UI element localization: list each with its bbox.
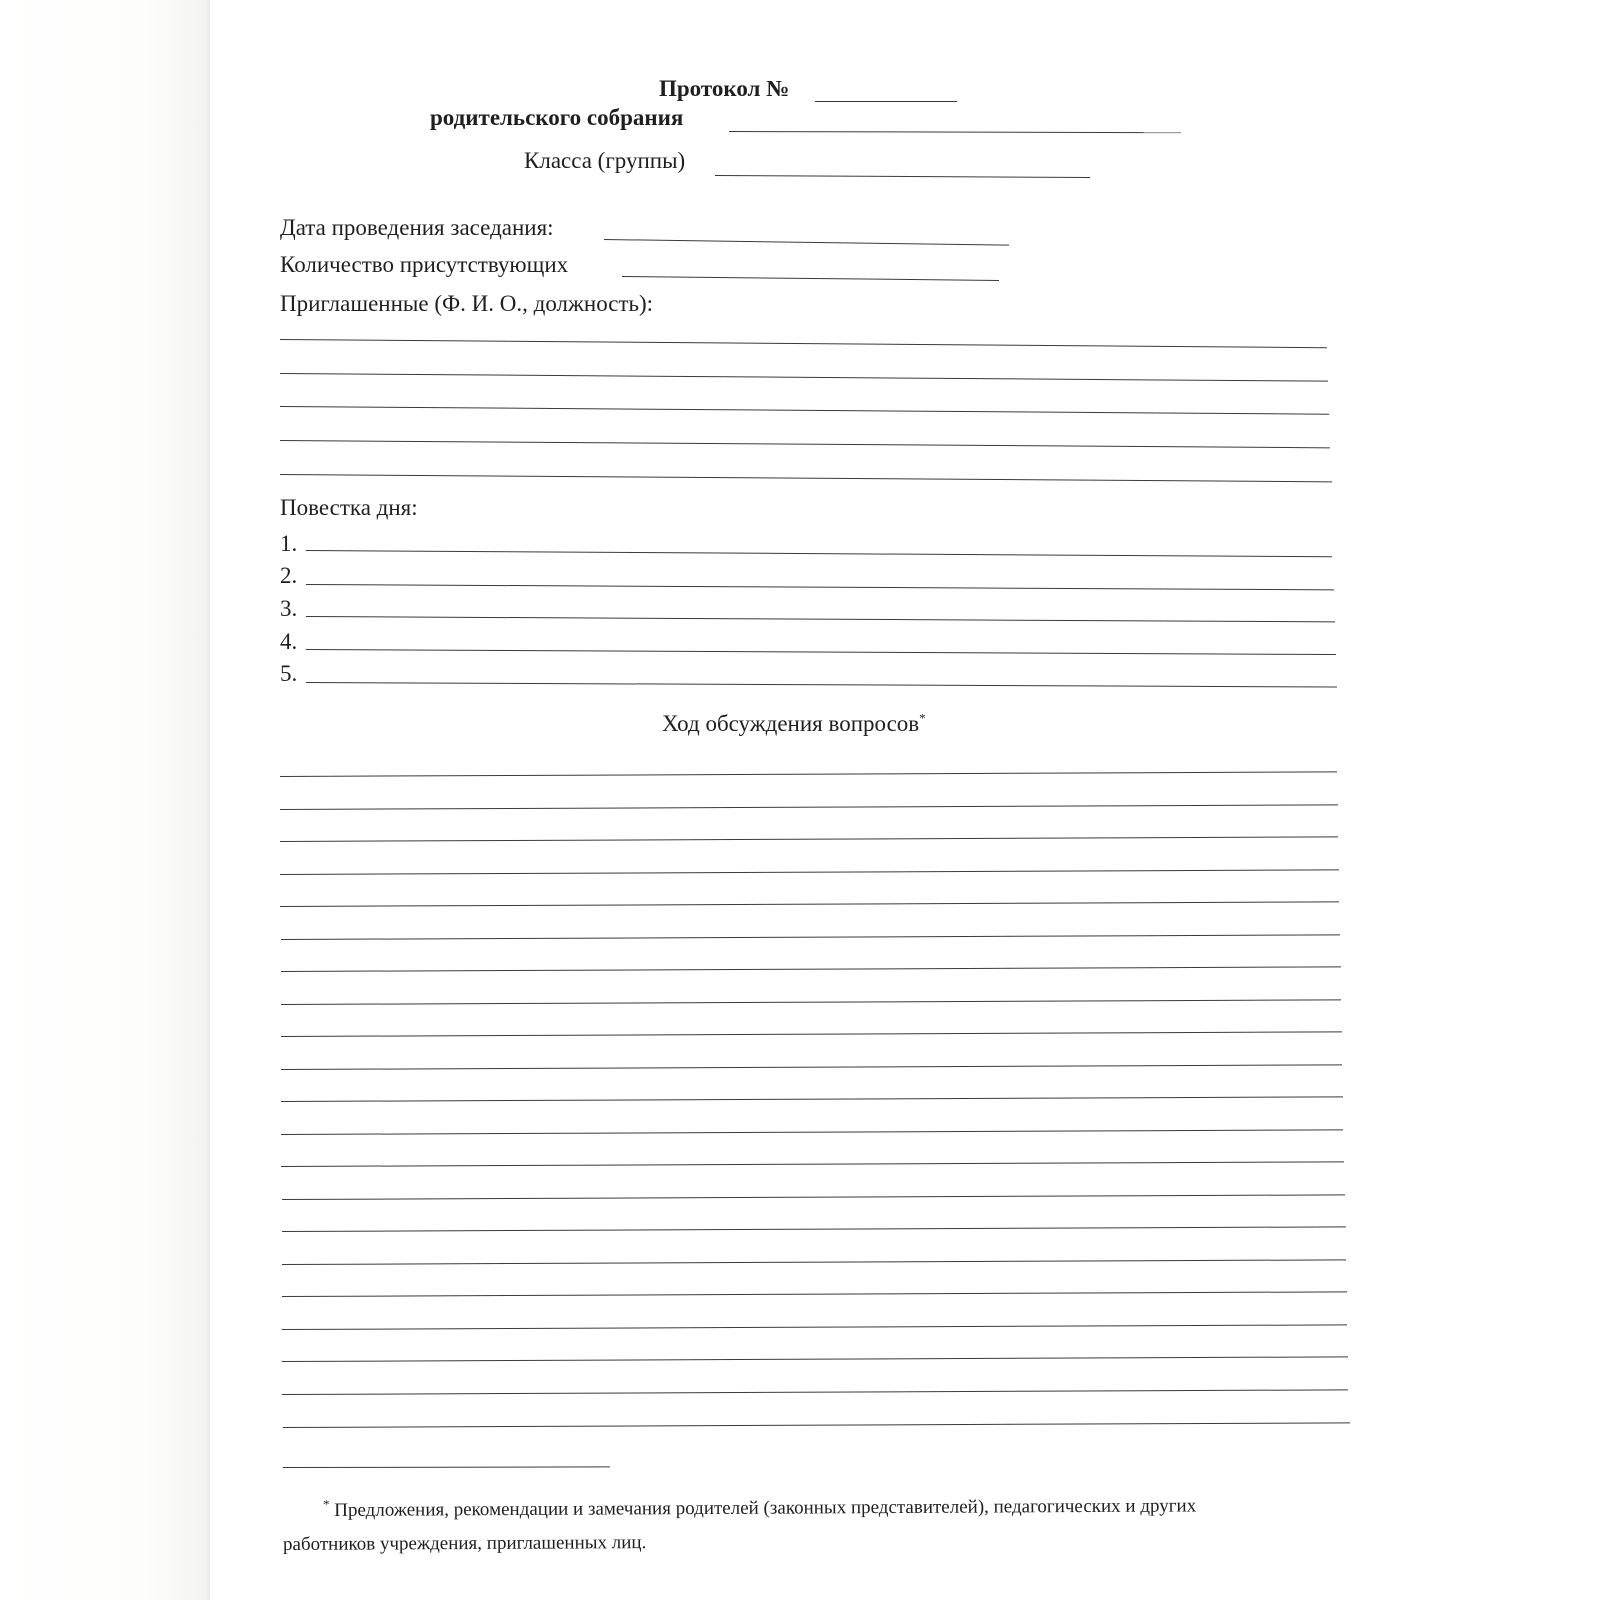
attendees-label: Количество присутствующих [280,252,569,277]
agenda-item-number: 3. [280,596,298,621]
footnote-line-2: работников учреждения, приглашенных лиц. [282,1532,647,1555]
footnote-line-1: * Предложения, рекомендации и замечания родителей (законных представителей), педагогических и других [322,1495,1197,1521]
discussion-title: Ход обсуждения вопросов* [662,710,926,736]
invited-label: Приглашенные (Ф. И. О., должность): [280,291,654,316]
discussion-footnote-mark: * [919,710,926,726]
agenda-title: Повестка дня: [280,495,418,520]
protocol-number-field[interactable] [815,101,957,102]
page-edge-shadow [0,0,210,1600]
class-label: Класса (группы) [524,148,686,173]
footnote-mark: * [322,1496,330,1512]
meeting-date-label: Дата проведения заседания: [280,215,554,240]
meeting-title: родительского собрания [430,105,684,130]
agenda-item-number: 4. [280,629,298,654]
protocol-title: Протокол № [659,76,790,101]
agenda-item-number: 2. [280,563,298,588]
agenda-item-number: 5. [280,661,298,686]
agenda-item-number: 1. [280,531,298,556]
